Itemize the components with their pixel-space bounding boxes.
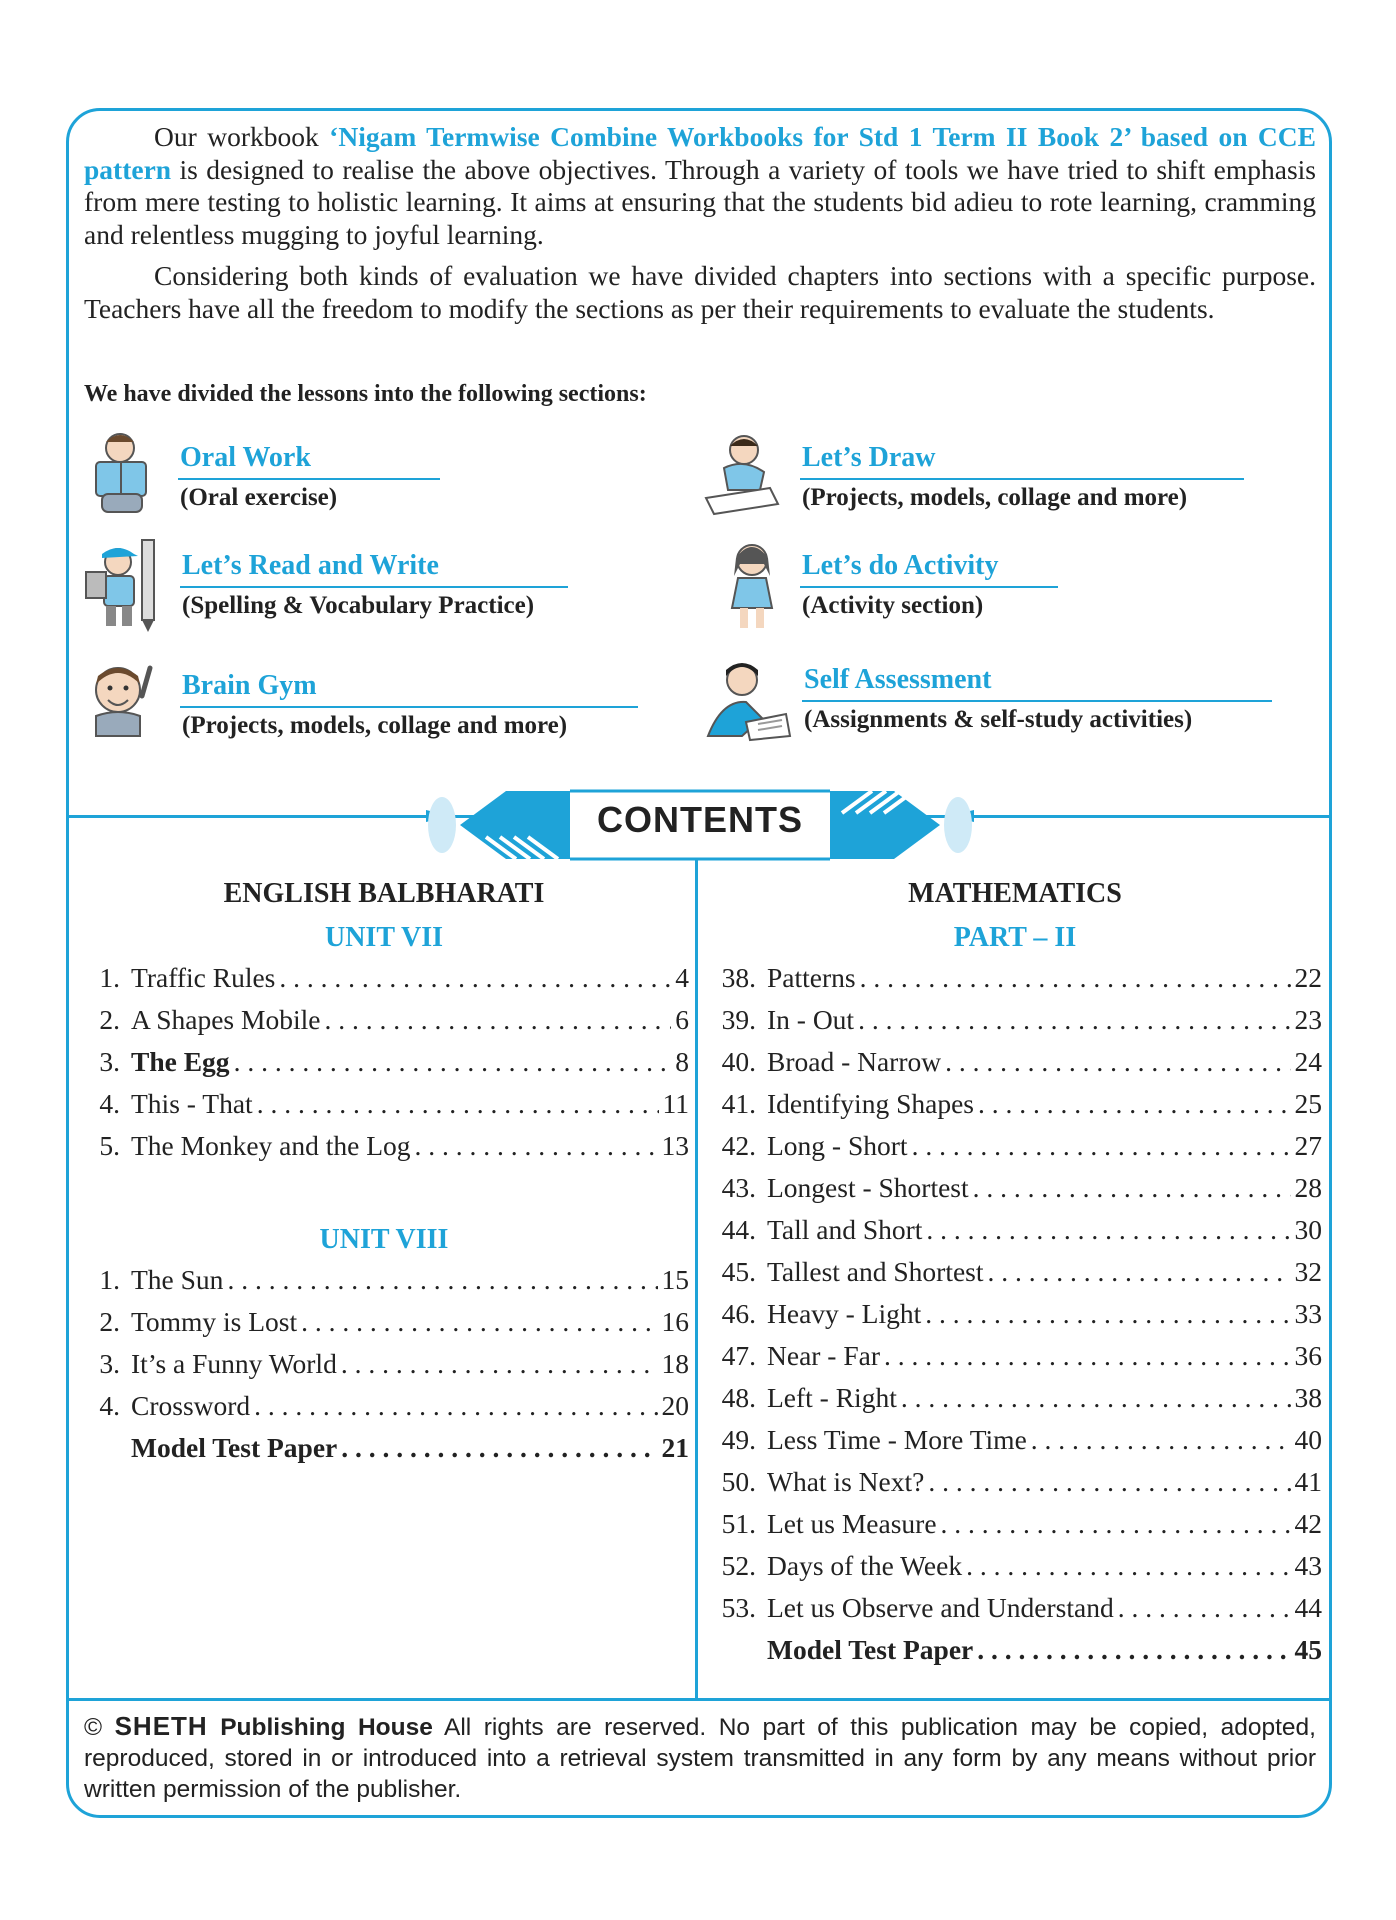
section-lets-draw <box>690 428 1290 518</box>
section-brain-gym <box>82 656 682 746</box>
toc-row[interactable]: 1. The Sun . . . 15 <box>92 1264 689 1306</box>
intro-text <box>84 121 1316 334</box>
toc-row[interactable]: 43. Longest - Shortest . . . 28 <box>714 1172 1322 1214</box>
intro-paragraph-1: Our workbook ‘Nigam Termwise Combine Workbooks for Std 1 Term II Book 2’ based on CCE pattern is designed to realise the above objectives. Through a variety of tools we have tried to shift emphasis from mere testing to holistic learning. It aims at ensuring that the students bid adieu to rote learning, cramming and relentless mugging to joyful learning. <box>84 121 1316 250</box>
intro-paragraph-2: Considering both kinds of evaluation we have divided chapters into sections with a specific purpose. Teachers have all the freedom to modify the sections as per their requirements to evaluate the students. <box>84 260 1316 324</box>
toc-row[interactable]: 47. Near - Far . . . 36 <box>714 1340 1322 1382</box>
thinking-child-icon <box>82 656 162 746</box>
section-title: Oral Work <box>180 442 311 473</box>
toc-row[interactable]: 3. It’s a Funny World . . . 18 <box>92 1348 689 1390</box>
section-lets-do-activity <box>712 536 1172 636</box>
english-heading: ENGLISH BALBHARATI <box>223 878 545 909</box>
toc-row[interactable]: 51. Let us Measure . . . 42 <box>714 1508 1322 1550</box>
copyright-symbol: © <box>84 1714 103 1741</box>
footer-divider-line <box>66 1698 1332 1701</box>
unit-7-heading: UNIT VII <box>324 922 443 953</box>
section-title: Self Assessment <box>804 664 992 695</box>
section-desc: (Activity section) <box>802 592 984 619</box>
part-2-heading: PART – II <box>953 922 1077 953</box>
toc-row[interactable]: 2. Tommy is Lost . . . 16 <box>92 1306 689 1348</box>
section-title: Let’s Read and Write <box>182 550 439 581</box>
contents-banner <box>420 785 980 865</box>
toc-row[interactable]: 39. In - Out . . . 23 <box>714 1004 1322 1046</box>
section-oral-work <box>82 428 382 518</box>
drawing-child-icon <box>690 428 790 518</box>
girl-activity-icon <box>712 536 792 636</box>
reading-child-icon <box>82 428 162 518</box>
toc-row[interactable]: 38. Patterns . . . 22 <box>714 962 1322 1004</box>
section-desc: (Projects, models, collage and more) <box>802 484 1188 511</box>
toc-row[interactable]: 52. Days of the Week . . . 43 <box>714 1550 1322 1592</box>
toc-row[interactable]: 49. Less Time - More Time . . . 40 <box>714 1424 1322 1466</box>
section-title: Brain Gym <box>182 670 317 701</box>
toc-row[interactable]: 2. A Shapes Mobile . . . 6 <box>92 1004 689 1046</box>
section-desc: (Spelling & Vocabulary Practice) <box>182 592 535 619</box>
toc-row[interactable]: 42. Long - Short . . . 27 <box>714 1130 1322 1172</box>
publisher-suffix: Publishing House <box>220 1714 433 1741</box>
toc-row[interactable]: 40. Broad - Narrow . . . 24 <box>714 1046 1322 1088</box>
toc-row[interactable]: 4. This - That . . . 11 <box>92 1088 689 1130</box>
unit-8-heading: UNIT VIII <box>319 1224 449 1255</box>
publisher-name: SHETH <box>114 1711 208 1741</box>
toc-row[interactable]: 3. The Egg . . . 8 <box>92 1046 689 1088</box>
toc-row[interactable]: 45. Tallest and Shortest . . . 32 <box>714 1256 1322 1298</box>
section-desc: (Assignments & self-study activities) <box>804 706 1193 733</box>
section-underline <box>178 478 440 480</box>
section-desc: (Projects, models, collage and more) <box>182 712 568 739</box>
toc-row[interactable]: 5. The Monkey and the Log . . . 13 <box>92 1130 689 1172</box>
toc-row[interactable]: 53. Let us Observe and Understand . . . 44 <box>714 1592 1322 1634</box>
toc-row[interactable]: 50. What is Next? . . . 41 <box>714 1466 1322 1508</box>
contents-title: CONTENTS <box>597 799 803 840</box>
section-self-assessment <box>700 656 1300 746</box>
section-title: Let’s Draw <box>802 442 936 473</box>
section-desc: (Oral exercise) <box>180 484 338 511</box>
writing-child-icon <box>700 656 794 746</box>
toc-row-model-test[interactable]: Model Test Paper . . . 45 <box>714 1634 1322 1676</box>
toc-row-model-test[interactable]: Model Test Paper . . . 21 <box>92 1432 689 1474</box>
toc-row[interactable]: 4. Crossword . . . 20 <box>92 1390 689 1432</box>
section-underline <box>180 586 568 588</box>
copyright-text: All rights are reserved. No part of this publication may be copied, adopted, reproduced, stored in or introduced into a retrieval system transmitted in any form by any means without prior written permission of the publisher. <box>84 1714 1316 1803</box>
toc-row[interactable]: 48. Left - Right . . . 38 <box>714 1382 1322 1424</box>
toc-row[interactable]: 46. Heavy - Light . . . 33 <box>714 1298 1322 1340</box>
section-underline <box>180 706 638 708</box>
sections-heading: We have divided the lessons into the following sections: <box>84 381 647 407</box>
toc-row[interactable]: 41. Identifying Shapes . . . 25 <box>714 1088 1322 1130</box>
pencil-child-icon <box>82 536 162 636</box>
section-underline <box>802 700 1272 702</box>
section-lets-read-and-write <box>82 536 602 636</box>
section-underline <box>800 478 1244 480</box>
book-title: ‘Nigam Termwise Combine Workbooks for Std 1 Term II Book 2’ based on CCE pattern <box>84 121 1316 185</box>
mathematics-heading: MATHEMATICS <box>908 878 1122 909</box>
toc-row[interactable]: 1. Traffic Rules . . . 4 <box>92 962 689 1004</box>
copyright-footer <box>84 1711 1316 1805</box>
section-underline <box>800 586 1058 588</box>
column-divider-line <box>695 855 698 1698</box>
section-title: Let’s do Activity <box>802 550 999 581</box>
toc-row[interactable]: 44. Tall and Short . . . 30 <box>714 1214 1322 1256</box>
